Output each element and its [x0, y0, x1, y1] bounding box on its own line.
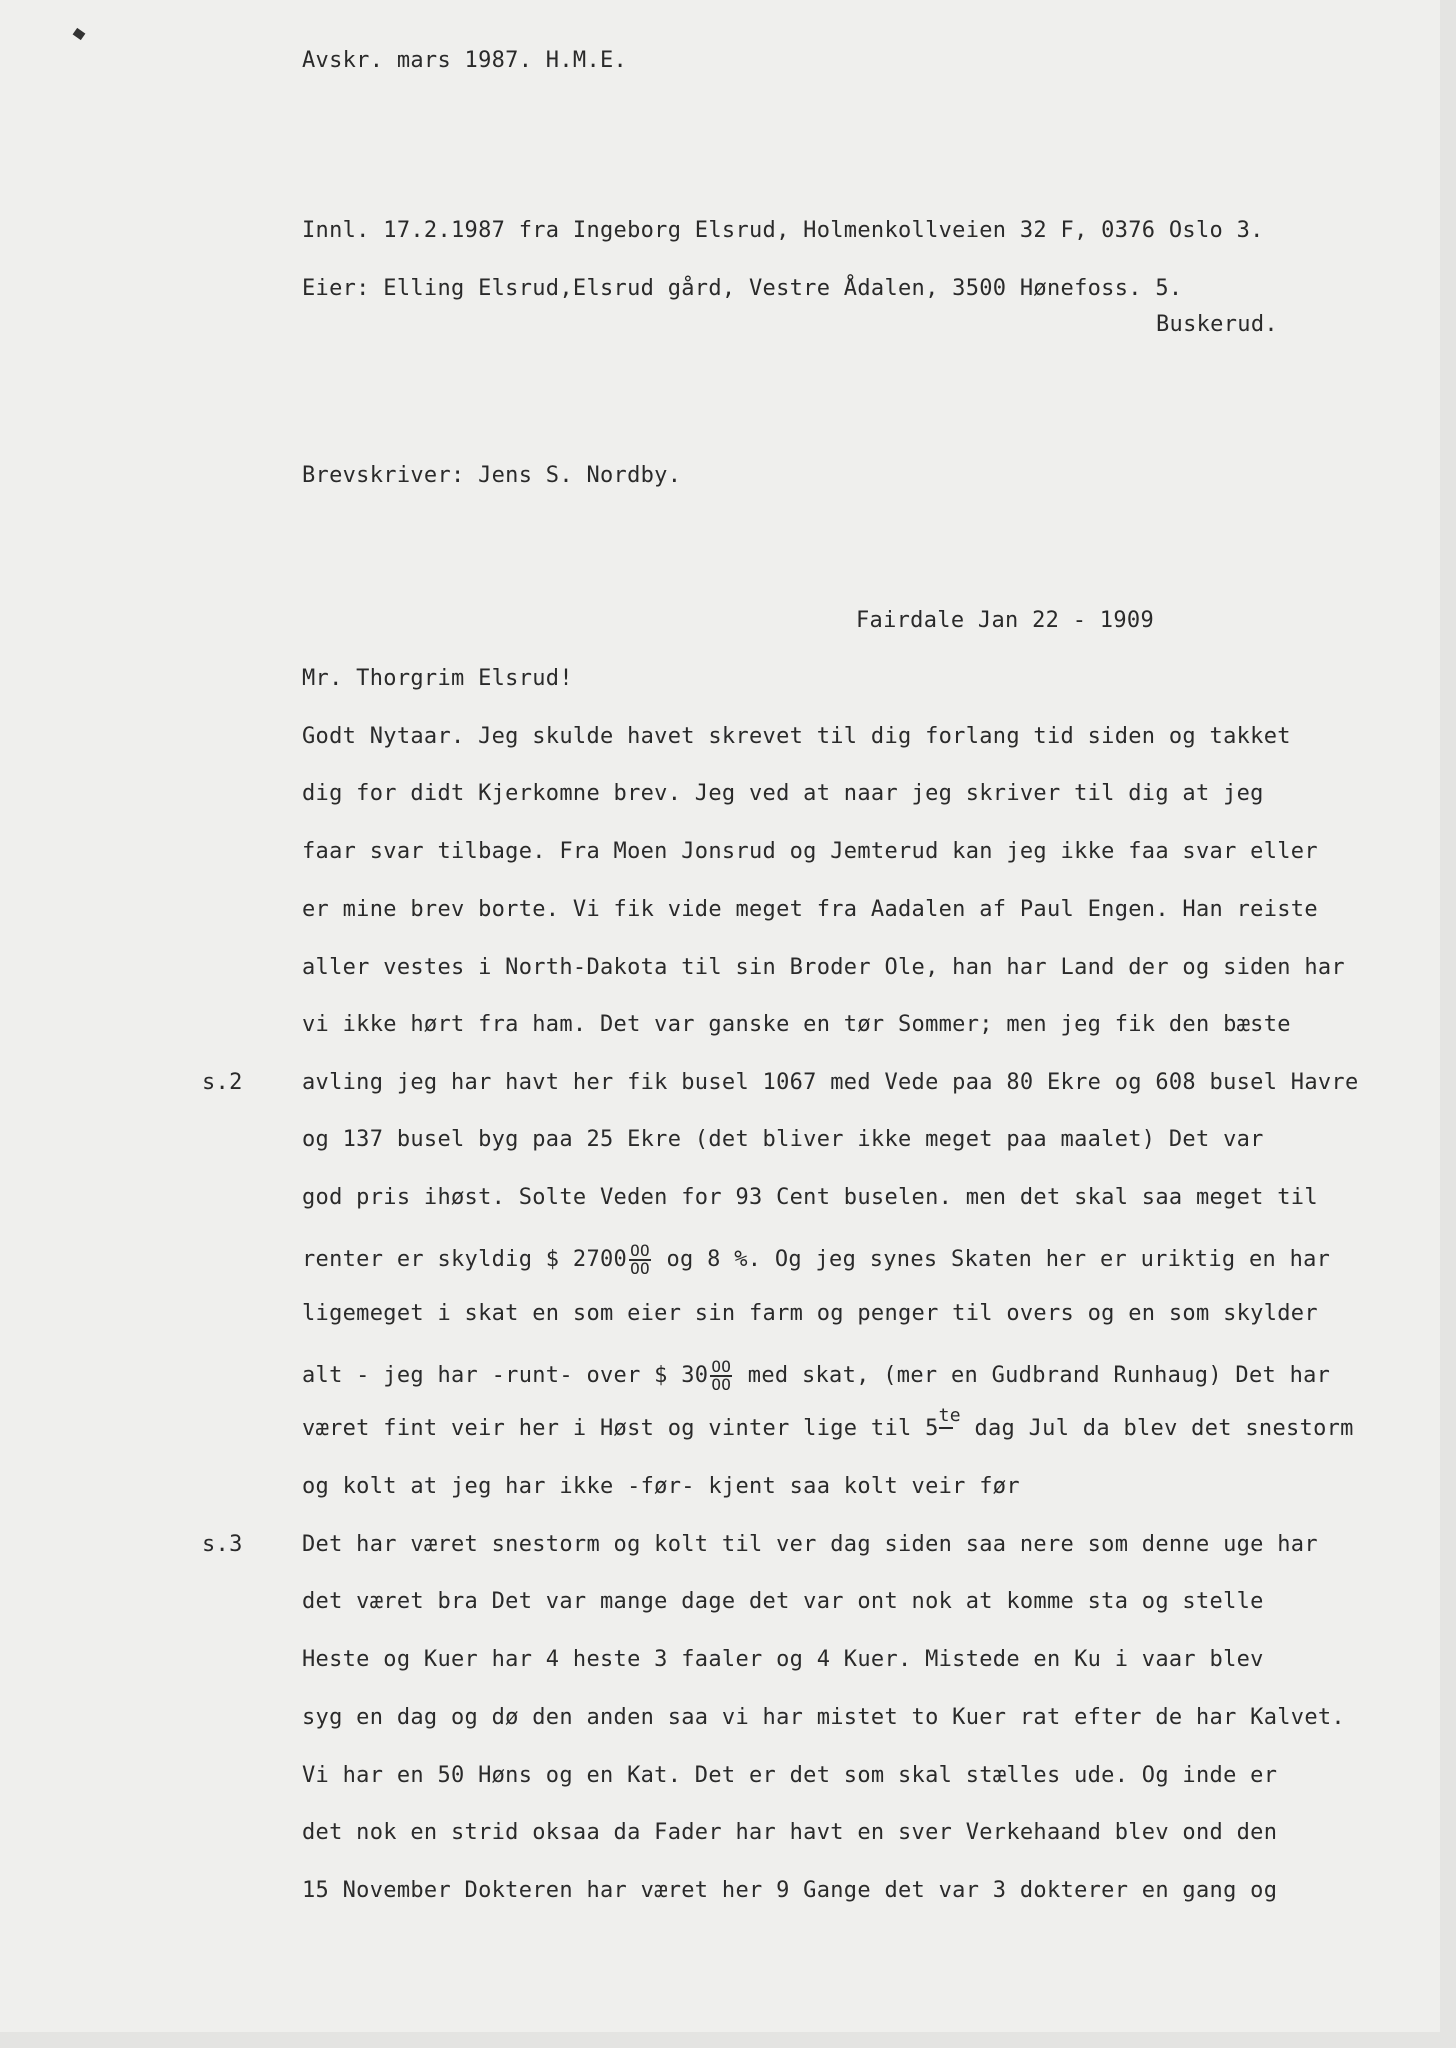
letter-line: Det har været snestorm og kolt til ver dag siden saa nere som denne uge har: [302, 1532, 1318, 1557]
letter-line: dig for didt Kjerkomne brev. Jeg ved at naar jeg skriver til dig at jeg: [302, 781, 1264, 806]
letter-line: Godt Nytaar. Jeg skulde havet skrevet til dig forlang tid siden og takket: [302, 724, 1291, 749]
letter-line: det nok en strid oksaa da Fader har havt en sver Verkehaand blev ond den: [302, 1820, 1278, 1845]
letter-line: er mine brev borte. Vi fik vide meget fra Aadalen af Paul Engen. Han reiste: [302, 897, 1318, 922]
ordinal-superscript: [939, 1407, 961, 1429]
fraction-denominator: OO: [711, 1375, 732, 1394]
letter-line: 15 November Dokteren har været her 9 Gange det var 3 dokterer en gang og: [302, 1878, 1278, 1903]
debt-text-before: renter er skyldig $ 2700: [302, 1247, 628, 1272]
letter-line-winter: [302, 1405, 1354, 1443]
letter-line: og 137 busel byg paa 25 Ekre (det bliver ikke meget paa maalet) Det var: [302, 1127, 1264, 1152]
winter-text-after: dag Jul da blev det snestorm: [960, 1416, 1354, 1441]
letter-line: Vi har en 50 Høns og en Kat. Det er det som skal stælles ude. Og inde er: [302, 1763, 1278, 1788]
cents-fraction: [629, 1243, 651, 1277]
fraction-denominator: OO: [630, 1259, 650, 1278]
letter-line: og kolt at jeg har ikke -før- kjent saa kolt veir før: [302, 1474, 1020, 1499]
letter-line: syg en dag og dø den anden saa vi har mistet to Kuer rat efter de har Kalvet.: [302, 1705, 1345, 1730]
page-marker-s3: s.3: [202, 1532, 243, 1557]
letter-line: faar svar tilbage. Fra Moen Jonsrud og Jemterud kan jeg ikke faa svar eller: [302, 839, 1318, 864]
fraction-numerator: OO: [711, 1357, 732, 1376]
salutation: Mr. Thorgrim Elsrud!: [302, 666, 573, 691]
letter-line: det været bra Det var mange dage det var ont nok at komme sta og stelle: [302, 1589, 1264, 1614]
tax-text-after: med skat, (mer en Gudbrand Runhaug) Det har: [734, 1363, 1331, 1388]
fraction-numerator: OO: [630, 1241, 650, 1260]
letter-line: god pris ihøst. Solte Veden for 93 Cent buselen. men det skal saa meget til: [302, 1185, 1318, 1210]
letter-line: vi ikke hørt fra ham. Det var ganske en tør Sommer; men jeg fik den bæste: [302, 1012, 1291, 1037]
owner-line: Eier: Elling Elsrud,Elsrud gård, Vestre Ådalen, 3500 Hønefoss. 5.: [302, 276, 1183, 301]
place-date: Fairdale Jan 22 - 1909: [856, 608, 1154, 633]
page-marker-s2: s.2: [202, 1070, 243, 1095]
letter-line: ligemeget i skat en som eier sin farm og penger til overs og en som skylder: [302, 1301, 1318, 1326]
letter-line-debt: [302, 1243, 1330, 1277]
corner-mark: [73, 28, 86, 40]
debt-text-after: og 8 %. Og jeg synes Skaten her er uriktig en har: [652, 1247, 1331, 1272]
cents-fraction: [710, 1359, 732, 1393]
owner-region: Buskerud.: [1156, 312, 1278, 337]
letter-writer: Brevskriver: Jens S. Nordby.: [302, 463, 682, 488]
letter-line-tax: [302, 1359, 1330, 1393]
tax-text-before: alt - jeg har -runt- over $ 30: [302, 1363, 709, 1388]
ordinal-underline: [939, 1427, 953, 1429]
ordinal-suffix: te: [938, 1405, 961, 1426]
letter-line: avling jeg har havt her fik busel 1067 med Vede paa 80 Ekre og 608 busel Havre: [302, 1070, 1359, 1095]
received-line: Innl. 17.2.1987 fra Ingeborg Elsrud, Holmenkollveien 32 F, 0376 Oslo 3.: [302, 218, 1264, 243]
letter-line: aller vestes i North-Dakota til sin Broder Ole, han har Land der og siden har: [302, 955, 1345, 980]
winter-text-before: været fint veir her i Høst og vinter lige til 5: [302, 1416, 939, 1441]
transcription-note: Avskr. mars 1987. H.M.E.: [302, 48, 628, 73]
letter-line: Heste og Kuer har 4 heste 3 faaler og 4 Kuer. Mistede en Ku i vaar blev: [302, 1647, 1264, 1672]
